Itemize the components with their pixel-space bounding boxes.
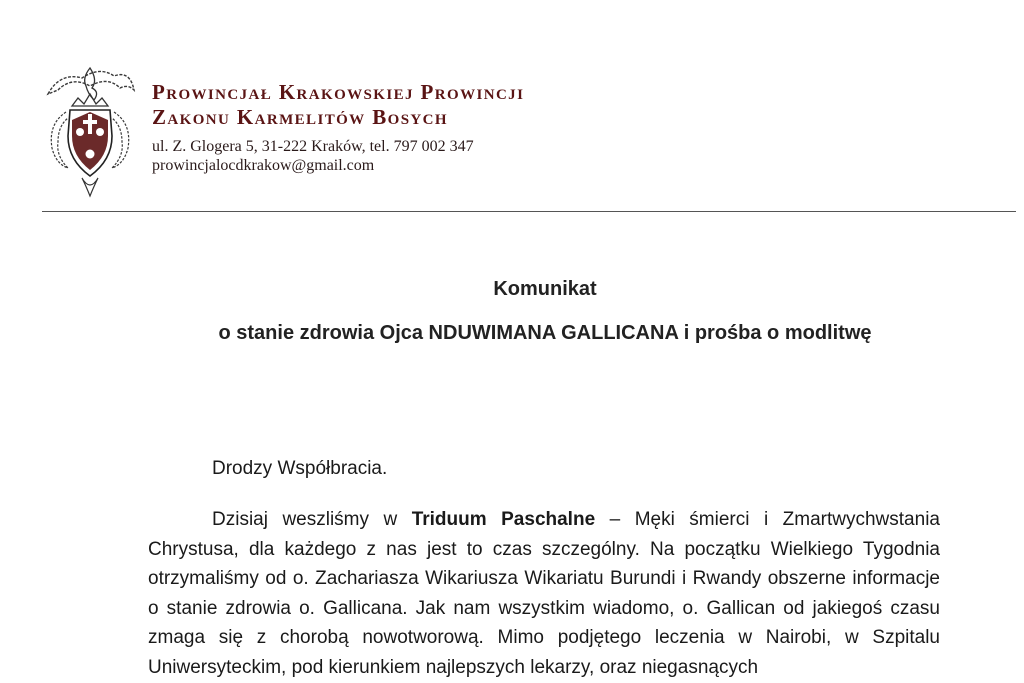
letterhead-org-line-2: Zakonu Karmelitów Bosych — [152, 105, 448, 129]
carmelite-crest-logo — [42, 64, 138, 200]
header-divider — [42, 211, 1016, 212]
crest-mantling-left — [51, 112, 68, 168]
letterhead-address: ul. Z. Glogera 5, 31-222 Kraków, tel. 797 002 347 — [152, 138, 474, 155]
paragraph-lead-text: Dzisiaj weszliśmy w — [212, 509, 412, 530]
crest-mantling-right — [112, 112, 129, 168]
paragraph-main-text: – Męki śmierci i Zmartwychwstania Chrystusa, dla każdego z nas jest to czas szczególny. Na początku Wielkiego Tygodnia otrzymaliśmy od o. Zachariasza Wikariusza Wikariatu Burundi i Rwandy obszerne informacje o stanie zdrowia o. Gallicana. Jak nam wszystkim wiadomo, o. Gallican od jakiegoś czasu zmaga się z chorobą nowotworową. Mimo podjętego leczenia w Nairobi, w Szpitalu Uniwersyteckim, pod kierunkiem najlepszych lekarzy, oraz niegasnących — [148, 509, 940, 678]
letterhead-org-line-1: Prowincjał Krakowskiej Prowincji — [152, 80, 525, 104]
greeting: Drodzy Współbracia. — [212, 458, 388, 479]
body-paragraph — [148, 505, 940, 682]
letterhead-email: prowincjalocdkrakow@gmail.com — [152, 157, 375, 174]
document-subtitle: o stanie zdrowia Ojca NDUWIMANA GALLICANA i prośba o modlitwę — [218, 322, 872, 344]
letterhead — [152, 80, 524, 175]
document-title: Komunikat — [493, 278, 597, 300]
crest-ribbon — [48, 71, 134, 94]
paragraph-emphasis: Triduum Paschalne — [411, 509, 596, 530]
crest-base-ornament — [82, 178, 98, 196]
